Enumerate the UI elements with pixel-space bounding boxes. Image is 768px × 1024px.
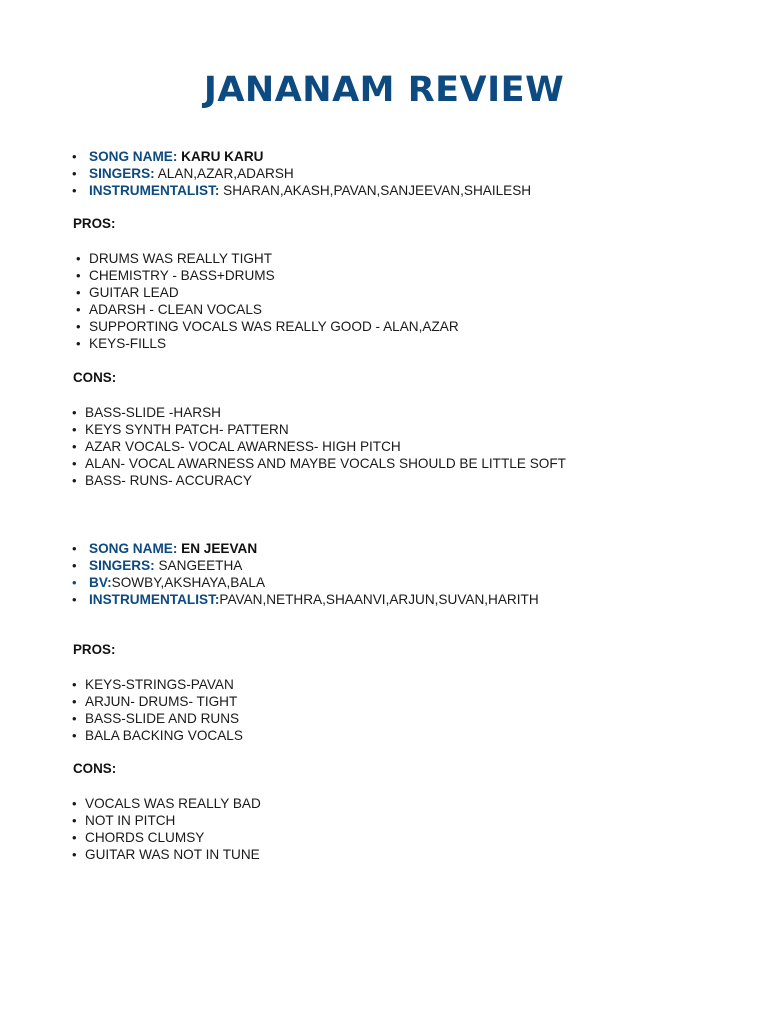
- list-item: • VOCALS WAS REALLY BAD: [72, 796, 261, 811]
- list-item: • GUITAR WAS NOT IN TUNE: [72, 847, 260, 862]
- list-item: • SUPPORTING VOCALS WAS REALLY GOOD - ALAN,AZAR: [76, 319, 459, 334]
- list-item: • BASS- RUNS- ACCURACY: [72, 473, 252, 488]
- song-name-value: KARU KARU: [177, 149, 264, 164]
- list-item: • GUITAR LEAD: [76, 285, 179, 300]
- instrumentalist-key: INSTRUMENTALIST:: [89, 183, 220, 198]
- song-2-meta: [72, 540, 732, 608]
- song-1-cons: [72, 404, 732, 489]
- song-2-pros: [72, 676, 732, 744]
- list-item: • ADARSH - CLEAN VOCALS: [76, 302, 262, 317]
- singers-row: • SINGERS: SANGEETHA: [72, 558, 243, 573]
- instrumentalist-value: PAVAN,NETHRA,SHAANVI,ARJUN,SUVAN,HARITH: [219, 592, 539, 607]
- list-item: • KEYS SYNTH PATCH- PATTERN: [72, 422, 289, 437]
- cons-heading: CONS:: [73, 761, 117, 776]
- list-item: • ALAN- VOCAL AWARNESS AND MAYBE VOCALS SHOULD BE LITTLE SOFT: [72, 456, 566, 471]
- pros-heading: PROS:: [73, 642, 116, 657]
- instrumentalist-row: • INSTRUMENTALIST:PAVAN,NETHRA,SHAANVI,ARJUN,SUVAN,HARITH: [72, 592, 539, 607]
- bv-key: BV:: [89, 575, 112, 590]
- singers-key: SINGERS:: [89, 166, 155, 181]
- instrumentalist-key: INSTRUMENTALIST:: [89, 592, 220, 607]
- list-item: • NOT IN PITCH: [72, 813, 176, 828]
- song-name-row: • SONG NAME: EN JEEVAN: [72, 541, 258, 556]
- song-name-key: SONG NAME:: [89, 149, 178, 164]
- list-item: • BALA BACKING VOCALS: [72, 728, 243, 743]
- song-1-pros: [72, 250, 732, 352]
- song-name-row: • SONG NAME: KARU KARU: [72, 149, 264, 164]
- instrumentalist-row: • INSTRUMENTALIST: SHARAN,AKASH,PAVAN,SANJEEVAN,SHAILESH: [72, 183, 532, 198]
- song-name-key: SONG NAME:: [89, 541, 178, 556]
- song-1-meta: [72, 148, 732, 199]
- singers-row: • SINGERS: ALAN,AZAR,ADARSH: [72, 166, 294, 181]
- list-item: • BASS-SLIDE -HARSH: [72, 405, 221, 420]
- cons-heading: CONS:: [73, 370, 117, 385]
- list-item: • KEYS-FILLS: [76, 336, 167, 351]
- list-item: • KEYS-STRINGS-PAVAN: [72, 677, 234, 692]
- singers-key: SINGERS:: [89, 558, 155, 573]
- list-item: • CHORDS CLUMSY: [72, 830, 205, 845]
- singers-value: SANGEETHA: [154, 558, 243, 573]
- song-2-cons: [72, 795, 732, 863]
- list-item: • DRUMS WAS REALLY TIGHT: [76, 251, 273, 266]
- list-item: • ARJUN- DRUMS- TIGHT: [72, 694, 238, 709]
- list-item: • AZAR VOCALS- VOCAL AWARNESS- HIGH PITCH: [72, 439, 401, 454]
- list-item: • BASS-SLIDE AND RUNS: [72, 711, 240, 726]
- list-item: • CHEMISTRY - BASS+DRUMS: [76, 268, 275, 283]
- page-title: JANANAM REVIEW: [203, 70, 565, 110]
- song-name-value: EN JEEVAN: [177, 541, 258, 556]
- singers-value: ALAN,AZAR,ADARSH: [154, 166, 294, 181]
- bv-row: • BV:SOWBY,AKSHAYA,BALA: [72, 575, 266, 590]
- pros-heading: PROS:: [73, 216, 116, 231]
- bv-value: SOWBY,AKSHAYA,BALA: [111, 575, 266, 590]
- instrumentalist-value: SHARAN,AKASH,PAVAN,SANJEEVAN,SHAILESH: [219, 183, 532, 198]
